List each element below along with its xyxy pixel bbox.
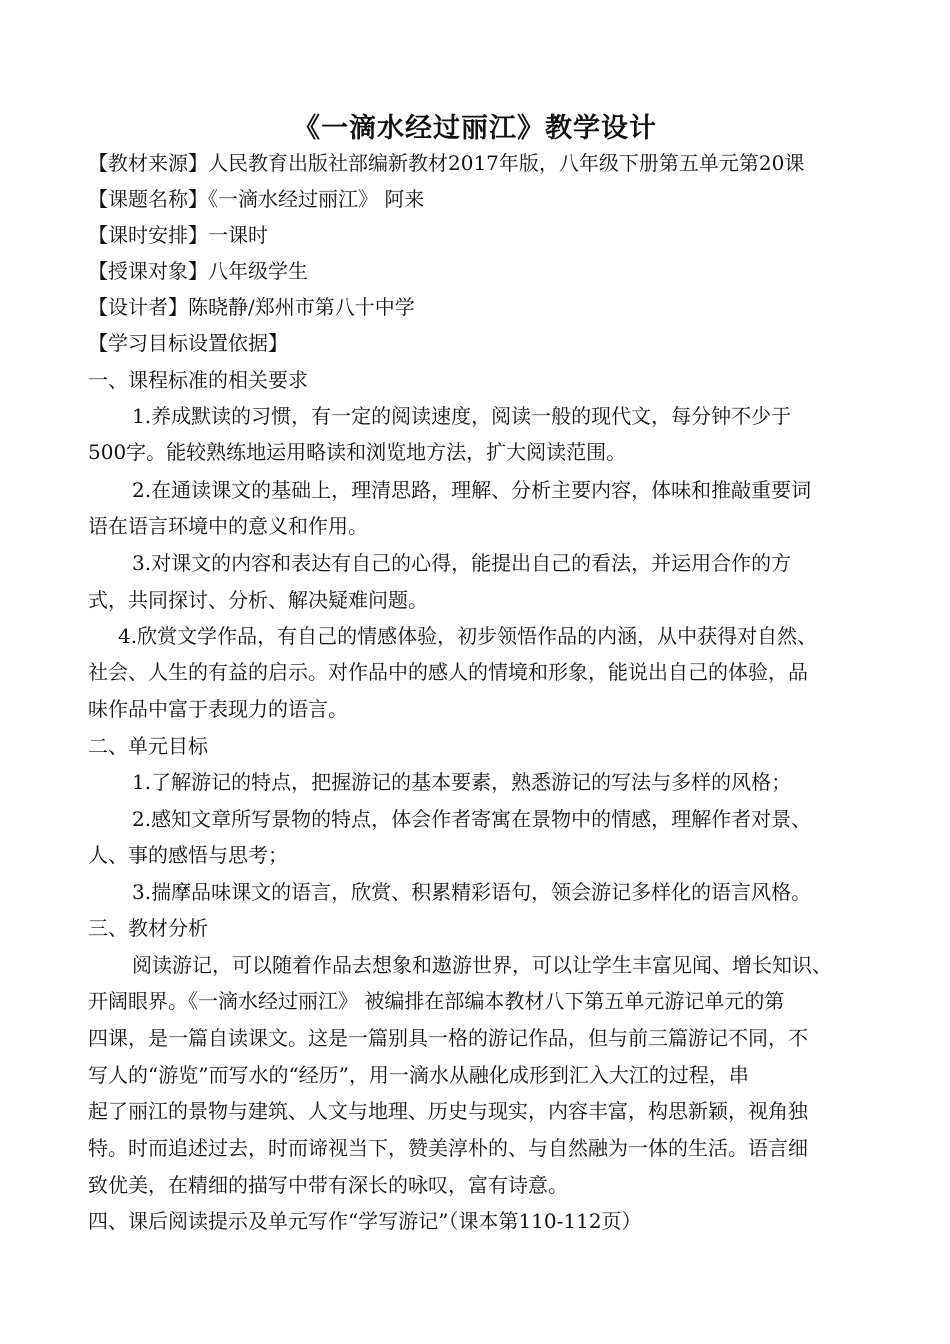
section3-heading: 三、教材分析: [88, 916, 208, 940]
section1-p4-line1: 4.欣赏文学作品，有自己的情感体验，初步领悟作品的内涵，从中获得对自然、: [118, 624, 818, 648]
document-title: 《一滴水经过丽江》教学设计: [293, 113, 657, 144]
section1-heading: 一、课程标准的相关要求: [88, 368, 308, 392]
section2-heading: 二、单元目标: [88, 734, 208, 758]
section3-line1: 阅读游记，可以随着作品去想象和遨游世界，可以让学生丰富见闻、增长知识、: [132, 953, 832, 977]
section3-line5: 起了丽江的景物与建筑、人文与地理、历史与现实，内容丰富，构思新颖，视角独: [88, 1099, 808, 1123]
section3-line3: 四课，是一篇自读课文。这是一篇别具一格的游记作品，但与前三篇游记不同，不: [88, 1026, 808, 1050]
section1-p1-line1: 1.养成默读的习惯，有一定的阅读速度，阅读一般的现代文，每分钟不少于: [132, 404, 792, 428]
section1-p3-line2: 式，共同探讨、分析、解决疑难问题。: [88, 588, 428, 612]
meta-lesson-name: 【课题名称】《一滴水经过丽江》 阿来: [88, 187, 425, 211]
section3-line6: 特。时而追述过去，时而谛视当下，赞美淳朴的、与自然融为一体的生活。语言细: [88, 1136, 808, 1160]
section3-line4: 写人的“游览”而写水的“经历”，用一滴水从融化成形到汇入大江的过程，串: [88, 1063, 749, 1087]
section3-line2: 开阔眼界。《一滴水经过丽江》 被编排在部编本教材八下第五单元游记单元的第: [88, 989, 785, 1013]
section3-line7: 致优美，在精细的描写中带有深长的咏叹，富有诗意。: [88, 1173, 568, 1197]
section1-p4-line2: 社会、人生的有益的启示。对作品中的感人的情境和形象，能说出自己的体验，品: [88, 660, 808, 684]
section2-p1: 1.了解游记的特点，把握游记的基本要素，熟悉游记的写法与多样的风格；: [132, 770, 792, 794]
meta-basis: 【学习目标设置依据】: [88, 331, 288, 355]
section2-p3: 3.揣摩品味课文的语言，欣赏、积累精彩语句，领会游记多样化的语言风格。: [132, 880, 812, 904]
meta-designer: 【设计者】陈晓静/郑州市第八十中学: [88, 295, 415, 319]
meta-audience: 【授课对象】八年级学生: [88, 259, 308, 283]
section1-p1-line2: 500字。能较熟练地运用略读和浏览地方法，扩大阅读范围。: [88, 440, 627, 464]
section2-p2-line2: 人、事的感悟与思考；: [88, 843, 288, 867]
section1-p2-line2: 语在语言环境中的意义和作用。: [88, 514, 368, 538]
section1-p4-line3: 味作品中富于表现力的语言。: [88, 697, 348, 721]
section1-p3-line1: 3.对课文的内容和表达有自己的心得，能提出自己的看法，并运用合作的方: [132, 551, 792, 575]
meta-schedule: 【课时安排】一课时: [88, 223, 268, 247]
section2-p2-line1: 2.感知文章所写景物的特点，体会作者寄寓在景物中的情感，理解作者对景、: [132, 807, 812, 831]
meta-source: 【教材来源】人民教育出版社部编新教材2017年版，八年级下册第五单元第20课: [88, 151, 805, 175]
section4-heading: 四、课后阅读提示及单元写作“学写游记”（课本第110-112页）: [88, 1209, 642, 1233]
section1-p2-line1: 2.在通读课文的基础上，理清思路，理解、分析主要内容，体味和推敲重要词: [132, 478, 812, 502]
